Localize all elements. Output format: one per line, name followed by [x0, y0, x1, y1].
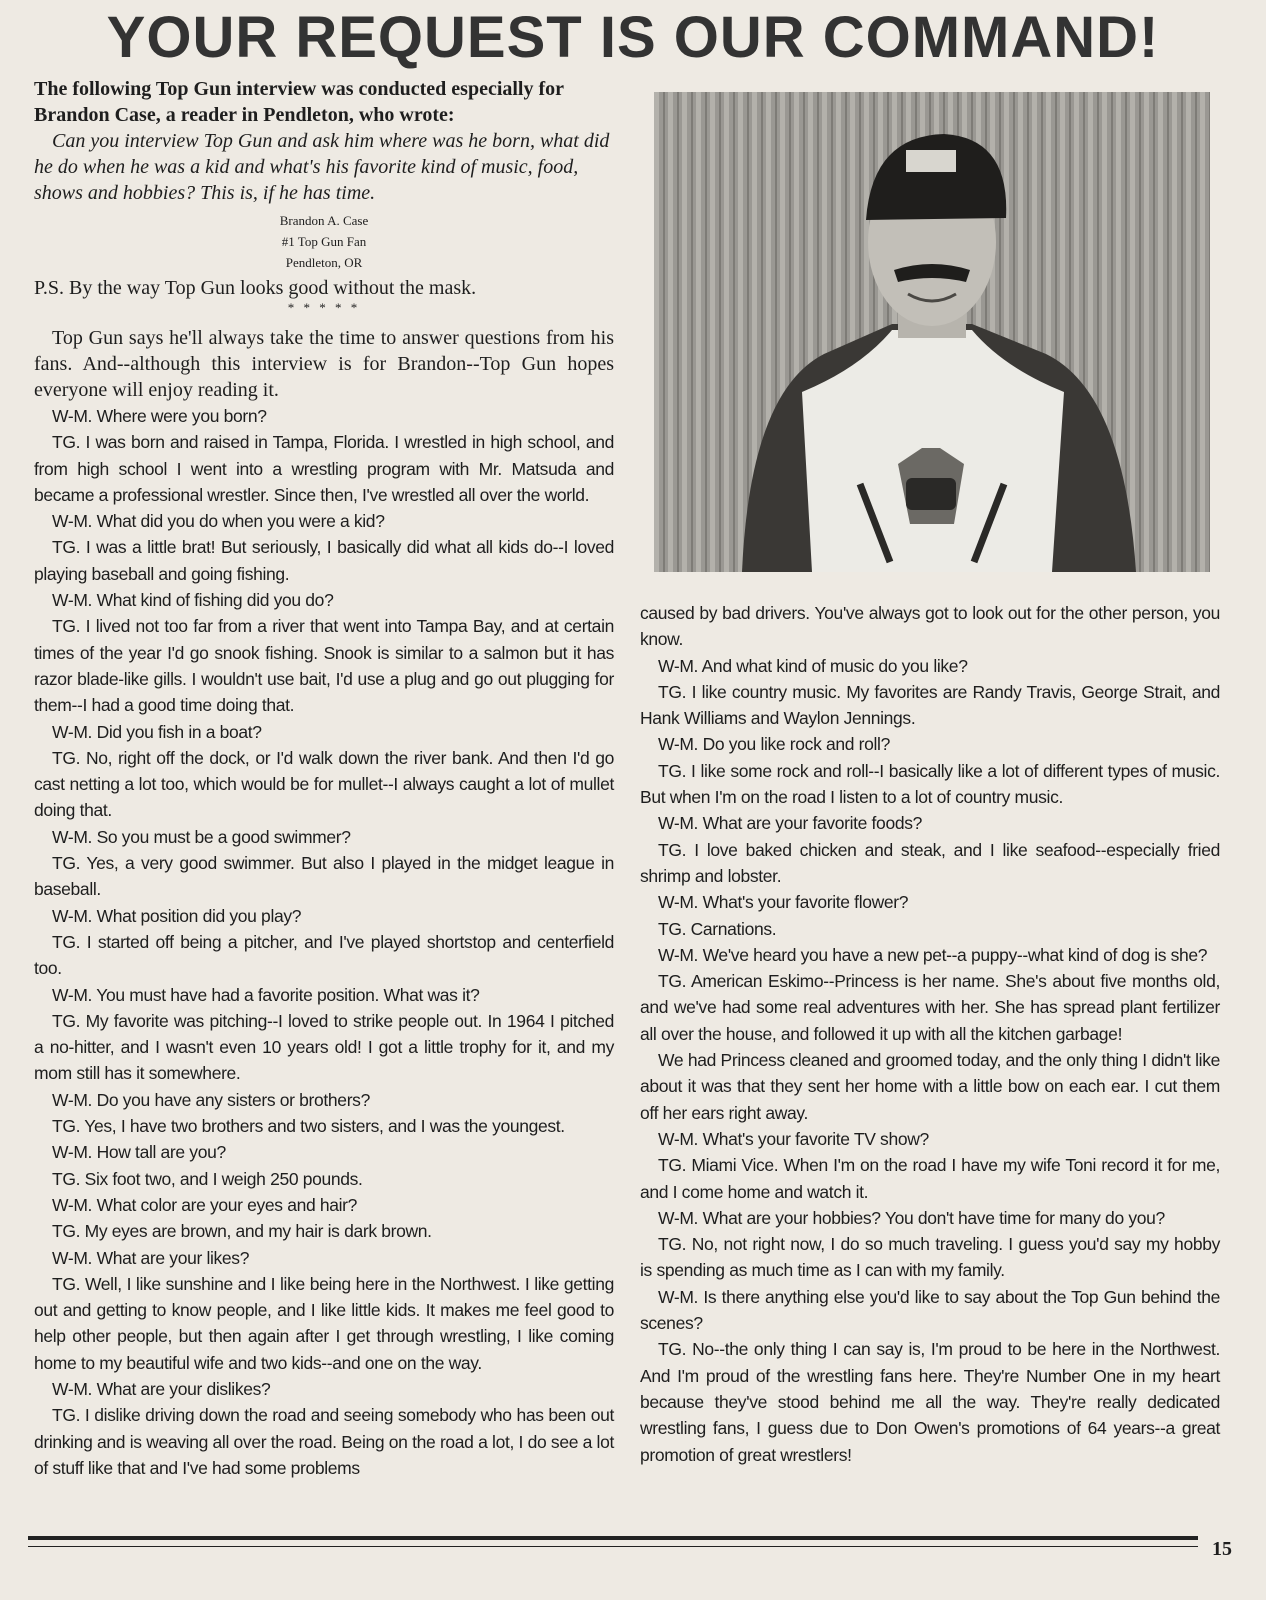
interview-right — [640, 600, 1220, 1468]
interview-paragraph: TG. American Eskimo--Princess is her name. She's about five months old, and we've had some real adventures with her. She has spread plant fertilizer all over the house, and followed it up with all the kitchen garbage! — [640, 971, 1220, 1044]
interview-paragraph: TG. Yes, I have two brothers and two sisters, and I was the youngest. — [52, 1116, 565, 1137]
postscript: P.S. By the way Top Gun looks good without the mask. — [34, 277, 477, 299]
interview-paragraph: TG. My favorite was pitching--I loved to strike people out. In 1964 I pitched a no-hitter, and I wasn't even 10 years old! I got a little trophy for it, and my mom still has it somewhere. — [34, 1010, 614, 1084]
interview-left — [34, 403, 614, 1481]
interview-paragraph: W-M. Do you like rock and roll? — [658, 734, 890, 755]
interview-paragraph: TG. I love baked chicken and steak, and I like seafood--especially fried shrimp and lobster. — [640, 839, 1220, 886]
interview-paragraph: W-M. And what kind of music do you like? — [658, 655, 968, 676]
top-gun-photo — [654, 92, 1210, 572]
left-column — [34, 76, 614, 1481]
interview-paragraph: TG. Well, I like sunshine and I like being here in the Northwest. I like getting out and getting to know people, and I like little kids. It makes me feel good to help other people, but then again after I get through wrestling, I like coming home to my beautiful wife and two kids--and one on the way. — [34, 1273, 614, 1373]
interview-paragraph: TG. I like some rock and roll--I basically like a lot of different types of music. But when I'm on the road I listen to a lot of country music. — [640, 760, 1220, 808]
interview-paragraph: TG. Six foot two, and I weigh 250 pounds. — [52, 1168, 363, 1189]
signature-location: Pendleton, OR — [285, 255, 363, 270]
interview-paragraph: W-M. What are your likes? — [52, 1247, 250, 1268]
interview-paragraph: caused by bad drivers. You've always got to look out for the other person, you know. — [640, 603, 1220, 650]
section-separator: * * * * * — [287, 300, 361, 315]
letter-signature — [34, 210, 614, 273]
interview-paragraph: W-M. So you must be a good swimmer? — [52, 826, 351, 847]
interview-paragraph: TG. I was a little brat! But seriously, I basically did what all kids do--I loved playing baseball and going fishing. — [34, 537, 614, 584]
interview-paragraph: W-M. Do you have any sisters or brothers? — [52, 1089, 370, 1110]
interview-paragraph: TG. My eyes are brown, and my hair is dark brown. — [52, 1221, 432, 1242]
interview-paragraph: We had Princess cleaned and groomed today, and the only thing I didn't like about it was that they sent her home with a little bow on each ear. I cut them off her ears right away. — [640, 1050, 1220, 1123]
interview-paragraph: TG. No, not right now, I do so much traveling. I guess you'd say my hobby is spending as much time as I can with my family. — [640, 1234, 1220, 1281]
page-title: YOUR REQUEST IS OUR COMMAND! — [106, 5, 1160, 70]
interview-paragraph: TG. I dislike driving down the road and seeing somebody who has been out drinking and is weaving all over the road. Being on the road a lot, I do see a lot of stuff like that and I've had some problems — [34, 1405, 614, 1478]
interview-paragraph: W-M. Is there anything else you'd like to say about the Top Gun behind the scenes? — [640, 1286, 1220, 1334]
interview-paragraph: TG. Carnations. — [658, 918, 777, 939]
interview-paragraph: W-M. What are your favorite foods? — [658, 813, 922, 834]
interview-paragraph: W-M. Did you fish in a boat? — [52, 721, 262, 742]
interview-paragraph: TG. I lived not too far from a river that went into Tampa Bay, and at certain times of the year I'd go snook fishing. Snook is similar to a salmon but it has razor blade-like gills. I wouldn't use bait, I'd use a plug and go out plugging for them--I had a good time doing that. — [34, 616, 614, 716]
interview-paragraph: W-M. What color are your eyes and hair? — [52, 1194, 358, 1215]
interview-paragraph: TG. Yes, a very good swimmer. But also I played in the midget league in baseball. — [34, 853, 614, 900]
page-number: 15 — [1212, 1538, 1232, 1560]
interview-paragraph: W-M. What are your dislikes? — [52, 1378, 271, 1399]
intro-paragraph: The following Top Gun interview was conducted especially for Brandon Case, a reader in Pendleton, who wrote: — [34, 78, 564, 126]
interview-paragraph: W-M. Where were you born? — [52, 406, 267, 426]
interview-paragraph: W-M. We've heard you have a new pet--a puppy--what kind of dog is she? — [658, 944, 1208, 965]
interview-paragraph: TG. I was born and raised in Tampa, Florida. I wrestled in high school, and from high school I went into a wrestling program with Mr. Matsuda and became a professional wrestler. Since then, I've wrestled all over the world. — [34, 432, 614, 505]
interview-paragraph: W-M. What's your favorite flower? — [658, 892, 909, 913]
interview-paragraph: W-M. What kind of fishing did you do? — [52, 590, 334, 611]
signature-title: #1 Top Gun Fan — [281, 234, 367, 249]
interview-paragraph: TG. I like country music. My favorites are Randy Travis, George Strait, and Hank Williams and Waylon Jennings. — [640, 681, 1220, 729]
footer-rule-thick — [28, 1536, 1198, 1540]
interview-paragraph: W-M. What position did you play? — [52, 905, 302, 926]
right-column — [640, 600, 1220, 1468]
footer-rule-thin — [28, 1546, 1198, 1547]
interview-paragraph: W-M. What did you do when you were a kid? — [52, 511, 385, 532]
interview-paragraph: W-M. What are your hobbies? You don't have time for many do you? — [658, 1207, 1165, 1228]
interview-paragraph: W-M. How tall are you? — [52, 1142, 226, 1163]
interview-paragraph: TG. I started off being a pitcher, and I've played shortstop and centerfield too. — [34, 931, 614, 979]
interview-paragraph: TG. Miami Vice. When I'm on the road I have my wife Toni record it for me, and I come home and watch it. — [640, 1155, 1220, 1202]
interview-paragraph: W-M. You must have had a favorite position. What was it? — [52, 984, 480, 1005]
reader-letter: Can you interview Top Gun and ask him where was he born, what did he do when he was a kid and what's his favorite kind of music, food, shows and hobbies? This is, if he has time. — [34, 130, 610, 204]
interview-paragraph: TG. No--the only thing I can say is, I'm proud to be here in the Northwest. And I'm proud of the wrestling fans here. They're Number One in my heart because they've stood behind me all the way. They're really dedicated wrestling fans, I guess due to Don Owen's promotions of 64 years--a great promotion of great wrestlers! — [640, 1339, 1220, 1465]
lead-paragraph: Top Gun says he'll always take the time to answer questions from his fans. And--although this interview is for Brandon--Top Gun hopes everyone will enjoy reading it. — [34, 327, 614, 401]
signature-name: Brandon A. Case — [279, 213, 369, 228]
portrait-image — [654, 92, 1210, 572]
interview-paragraph: W-M. What's your favorite TV show? — [658, 1128, 929, 1149]
interview-paragraph: TG. No, right off the dock, or I'd walk down the river bank. And then I'd go cast netting a lot too, which would be for mullet--I always caught a lot of mullet doing that. — [34, 747, 614, 821]
